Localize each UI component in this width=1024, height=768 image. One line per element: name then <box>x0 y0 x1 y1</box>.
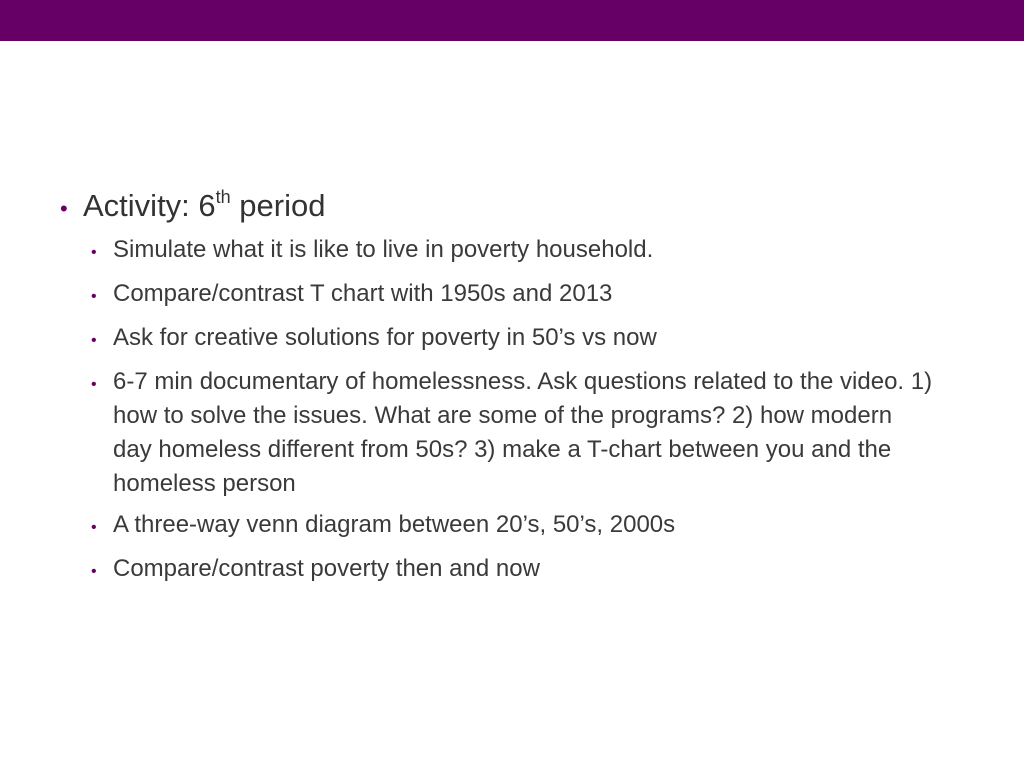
sub-bullet-item <box>91 233 960 270</box>
sub-bullet-text: 6-7 min documentary of homelessness. Ask questions related to the video. 1) how to solve the issues. What are some of the programs? 2) how modern day homeless different from 50s? 3) make a T-chart between you and the homeless person <box>113 368 933 497</box>
sub-bullet-item <box>91 508 960 545</box>
sub-bullet-text: A three-way venn diagram between 20’s, 50’s, 2000s <box>113 511 676 538</box>
sub-bullet-text: Simulate what it is like to live in poverty household. <box>113 236 654 263</box>
bullet-marker: • <box>91 519 97 536</box>
bullet-marker: • <box>91 332 97 349</box>
slide-content <box>60 186 960 596</box>
bullet-marker: • <box>60 196 68 221</box>
sub-bullet-item <box>91 321 960 358</box>
sub-bullet-item <box>91 277 960 314</box>
heading-main-text: Activity: 6 <box>83 188 216 223</box>
bullet-marker: • <box>91 244 97 261</box>
activity-heading <box>83 186 325 226</box>
sub-bullet-text: Compare/contrast poverty then and now <box>113 555 540 582</box>
bullet-marker: • <box>91 288 97 305</box>
bullet-activity-heading <box>60 186 960 229</box>
sub-bullet-text: Compare/contrast T chart with 1950s and 2013 <box>113 280 613 307</box>
heading-suffix: period <box>230 188 326 223</box>
activity-sub-list <box>91 233 960 589</box>
sub-bullet-text: Ask for creative solutions for poverty in 50’s vs now <box>113 324 657 351</box>
sub-bullet-item <box>91 552 960 589</box>
heading-superscript: th <box>215 186 231 207</box>
bullet-marker: • <box>91 376 97 393</box>
bullet-marker: • <box>91 563 97 580</box>
sub-bullet-item <box>91 365 960 501</box>
top-accent-bar <box>0 0 1024 41</box>
